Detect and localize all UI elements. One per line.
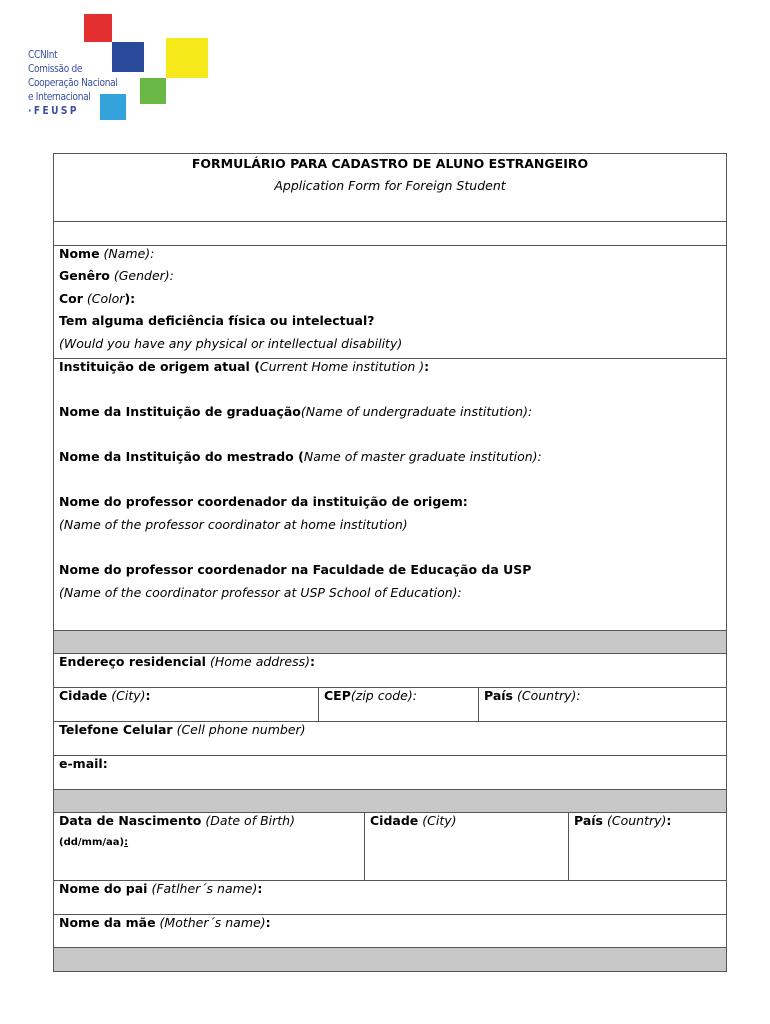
- email-field[interactable]: e-mail:: [54, 756, 726, 790]
- cell-phone-field[interactable]: Telefone Celular (Cell phone number): [54, 722, 726, 756]
- section-divider: [54, 631, 726, 654]
- zip-code-field[interactable]: CEP(zip code):: [318, 688, 478, 721]
- logo-yellow-square: [166, 38, 208, 78]
- disability-field[interactable]: Tem alguma deficiência física ou intelectual?: [59, 313, 375, 328]
- birth-country-field[interactable]: País (Country):: [568, 813, 726, 880]
- logo-line-3: Cooperação Nacional: [28, 76, 118, 89]
- registration-form: [53, 153, 727, 972]
- master-institution-field[interactable]: Nome da Instituição do mestrado (Name of master graduate institution):: [59, 449, 542, 464]
- home-coordinator-field[interactable]: Nome do professor coordenador da instituição de origem:: [59, 494, 468, 509]
- city-field[interactable]: Cidade (City):: [59, 688, 151, 703]
- birth-row: [54, 813, 726, 881]
- home-institution-field[interactable]: Instituição de origem atual (Current Home institution ):: [59, 359, 430, 374]
- form-header: [54, 154, 726, 222]
- country-field[interactable]: País (Country):: [478, 688, 726, 721]
- logo-line-4: e Internacional: [28, 90, 91, 103]
- logo-line-2: Comissão de: [28, 62, 83, 75]
- logo-green-square: [140, 78, 166, 104]
- disability-field-en: (Would you have any physical or intellectual disability): [59, 336, 403, 351]
- logo-line-1: CCNInt: [28, 48, 58, 61]
- form-subtitle: Application Form for Foreign Student: [274, 178, 506, 193]
- city-zip-country-row: [54, 688, 726, 722]
- undergraduate-institution-field[interactable]: Nome da Instituição de graduação(Name of undergraduate institution):: [59, 404, 533, 419]
- home-coordinator-en: (Name of the professor coordinator at home institution): [59, 517, 408, 532]
- home-address-field[interactable]: Endereço residencial (Home address):: [54, 654, 726, 688]
- color-field[interactable]: Cor (Color):: [59, 291, 136, 306]
- name-field[interactable]: Nome (Name):: [59, 246, 155, 261]
- logo-feusp: ·FEUSP: [28, 104, 79, 117]
- ccnint-logo: [24, 14, 214, 124]
- logo-text: [28, 48, 118, 118]
- gender-field[interactable]: Genêro (Gender):: [59, 268, 174, 283]
- father-name-field[interactable]: Nome do pai (Fatlher´s name):: [54, 881, 726, 915]
- usp-coordinator-en: (Name of the coordinator professor at USP School of Education):: [59, 585, 462, 600]
- usp-coordinator-field[interactable]: Nome do professor coordenador na Faculdade de Educação da USP: [59, 562, 532, 577]
- section-divider-2: [54, 790, 726, 813]
- logo-red-square: [84, 14, 112, 42]
- mother-name-field[interactable]: Nome da mãe (Mother´s name):: [54, 915, 726, 948]
- institution-section[interactable]: [54, 359, 726, 631]
- form-title: FORMULÁRIO PARA CADASTRO DE ALUNO ESTRANGEIRO: [191, 156, 589, 171]
- birth-date-field[interactable]: Data de Nascimento (Date of Birth) (dd/mm/aa):: [59, 813, 295, 848]
- blank-row: [54, 222, 726, 246]
- section-divider-3: [54, 948, 726, 971]
- birth-city-field[interactable]: Cidade (City): [364, 813, 568, 880]
- personal-info-section[interactable]: [54, 246, 726, 359]
